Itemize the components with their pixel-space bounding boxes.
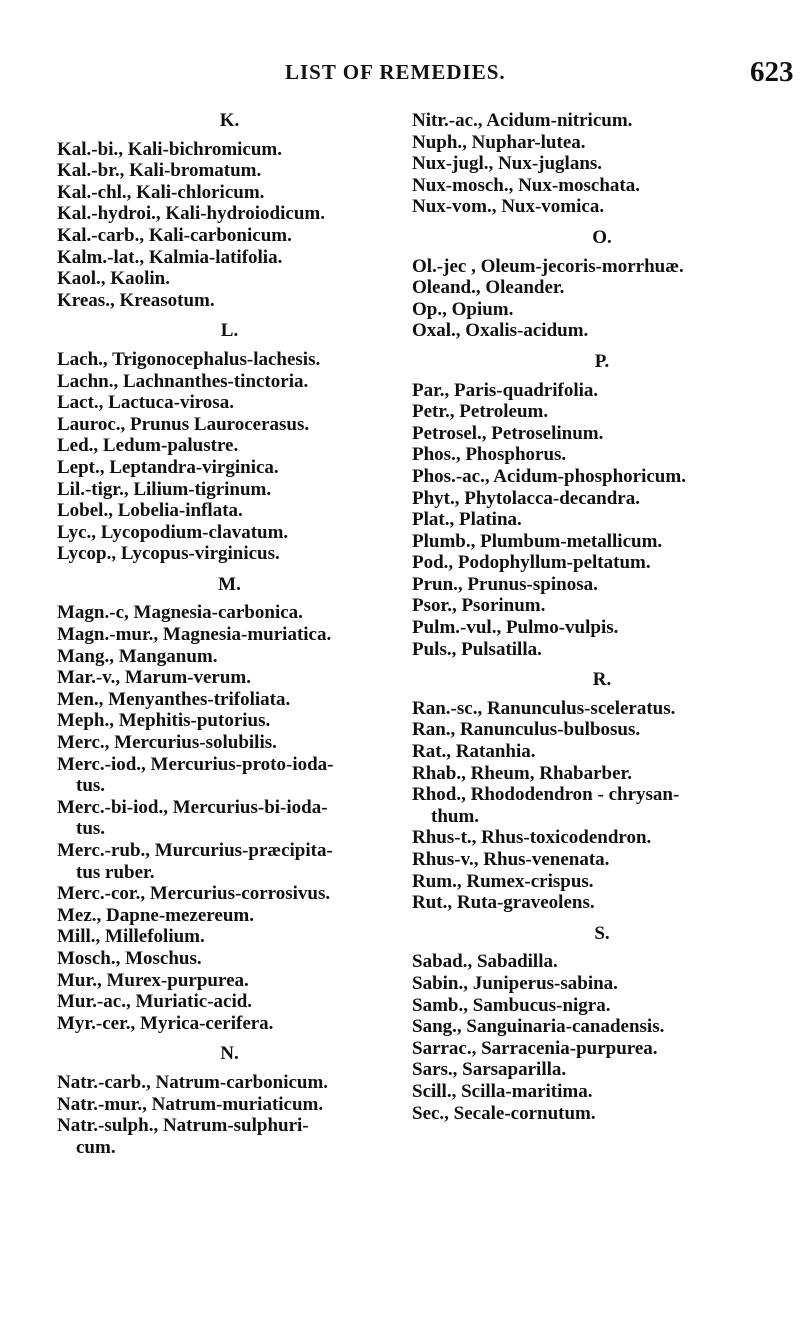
remedy-entry: Prun., Prunus-spinosa. xyxy=(412,573,598,595)
right-column xyxy=(412,110,792,1124)
remedy-entry: Mang., Manganum. xyxy=(57,645,218,667)
remedy-entry: Oxal., Oxalis-acidum. xyxy=(412,320,589,342)
section-m xyxy=(57,574,402,1034)
remedy-entry: Nux-jugl., Nux-juglans. xyxy=(412,153,603,175)
section-l xyxy=(57,320,402,565)
remedy-entry: Mur., Murex-purpurea. xyxy=(57,969,249,991)
remedy-entry: Sang., Sanguinaria-canadensis. xyxy=(412,1016,665,1038)
remedy-entry: Kal.-hydroi., Kali-hydroiodicum. xyxy=(57,203,325,225)
remedy-entry: Kal.-br., Kali-bromatum. xyxy=(57,160,262,182)
remedy-entry: Scill., Scilla-maritima. xyxy=(412,1080,593,1102)
remedy-entry: Merc.-bi-iod., Mercurius-bi-ioda- tus. xyxy=(57,796,328,840)
remedy-entry: Lach., Trigonocephalus-lachesis. xyxy=(57,348,321,370)
remedy-entry: Ran., Ranunculus-bulbosus. xyxy=(412,719,641,741)
section-letter: L. xyxy=(220,320,239,342)
remedy-entry: Natr.-carb., Natrum-carbonicum. xyxy=(57,1071,329,1093)
remedy-entry: Rum., Rumex-crispus. xyxy=(412,870,594,892)
remedy-entry: Men., Menyanthes-trifoliata. xyxy=(57,688,291,710)
remedy-entry: Kal.-carb., Kali-carbonicum. xyxy=(57,224,292,246)
remedy-entry: Natr.-mur., Natrum-muriaticum. xyxy=(57,1093,324,1115)
remedy-entry: Rhab., Rheum, Rhabarber. xyxy=(412,762,632,784)
section-letter: R. xyxy=(592,669,612,691)
section-n xyxy=(57,1043,402,1158)
remedy-entry: Rat., Ratanhia. xyxy=(412,741,536,763)
remedy-entry: Lycop., Lycopus-virginicus. xyxy=(57,543,280,565)
remedy-entry: Pulm.-vul., Pulmo-vulpis. xyxy=(412,617,619,639)
remedy-entry: Lept., Leptandra-virginica. xyxy=(57,456,279,478)
remedy-entry: Ol.-jec , Oleum-jecoris-morrhuæ. xyxy=(412,255,684,277)
remedy-entry: Kal.-bi., Kali-bichromicum. xyxy=(57,138,283,160)
remedy-entry: Rhod., Rhododendron - chrysan- thum. xyxy=(412,784,680,827)
remedy-entry: Pod., Podophyllum-peltatum. xyxy=(412,552,651,574)
remedy-entry: Nux-mosch., Nux-moschata. xyxy=(412,174,640,196)
remedy-entry: Rut., Ruta-graveolens. xyxy=(412,892,595,914)
remedy-entry: Sabad., Sabadilla. xyxy=(412,951,558,973)
remedy-entry: Sec., Secale-cornutum. xyxy=(412,1102,596,1124)
page-number: 623 xyxy=(750,56,794,88)
remedy-entry: Oleand., Oleander. xyxy=(412,277,565,299)
remedy-entry: Mur.-ac., Muriatic-acid. xyxy=(57,991,253,1013)
section-continued xyxy=(412,110,792,218)
remedy-entry: Merc.-cor., Mercurius-corrosivus. xyxy=(57,883,331,905)
remedy-entry: Op., Opium. xyxy=(412,298,514,320)
section-letter: P. xyxy=(594,350,610,372)
remedy-entry: Merc.-rub., Murcurius-præcipita- tus ruber. xyxy=(57,840,333,883)
remedy-entry: Nuph., Nuphar-lutea. xyxy=(412,131,586,153)
remedy-entry: Mez., Dapne-mezereum. xyxy=(57,904,254,926)
remedy-entry: Merc., Mercurius-solubilis. xyxy=(57,732,277,754)
remedy-entry: Merc.-iod., Mercurius-proto-ioda- tus. xyxy=(57,753,334,797)
remedy-entry: Samb., Sambucus-nigra. xyxy=(412,994,611,1016)
remedy-entry: Phos.-ac., Acidum-phosphoricum. xyxy=(412,465,686,487)
page-title: LIST OF REMEDIES. xyxy=(285,60,506,84)
remedy-entry: Lobel., Lobelia-inflata. xyxy=(57,500,243,522)
section-p xyxy=(412,351,792,660)
remedy-entry: Magn.-c, Magnesia-carbonica. xyxy=(57,602,303,624)
remedy-entry: Natr.-sulph., Natrum-sulphuri- cum. xyxy=(57,1115,309,1158)
remedy-entry: Rhus-t., Rhus-toxicodendron. xyxy=(412,827,652,849)
section-s xyxy=(412,923,792,1124)
remedy-entry: Lact., Lactuca-virosa. xyxy=(57,392,234,414)
remedy-entry: Meph., Mephitis-putorius. xyxy=(57,710,271,732)
remedy-entry: Lauroc., Prunus Laurocerasus. xyxy=(57,413,310,435)
running-head xyxy=(0,56,800,90)
remedy-entry: Sabin., Juniperus-sabina. xyxy=(412,972,618,994)
remedy-entry: Nux-vom., Nux-vomica. xyxy=(412,196,605,218)
section-letter: N. xyxy=(220,1043,239,1065)
remedy-entry: Kalm.-lat., Kalmia-latifolia. xyxy=(57,246,283,268)
section-letter: S. xyxy=(594,922,610,944)
remedy-entry: Nitr.-ac., Acidum-nitricum. xyxy=(412,110,633,131)
remedy-entry: Plumb., Plumbum-metallicum. xyxy=(412,530,663,552)
section-r xyxy=(412,669,792,914)
section-k xyxy=(57,110,402,311)
remedy-entry: Sarrac., Sarracenia-purpurea. xyxy=(412,1037,658,1059)
left-column xyxy=(57,110,402,1158)
remedy-entry: Myr.-cer., Myrica-cerifera. xyxy=(57,1012,274,1034)
remedy-entry: Kal.-chl., Kali-chloricum. xyxy=(57,181,265,203)
remedy-entry: Ran.-sc., Ranunculus-sceleratus. xyxy=(412,697,676,719)
remedy-entry: Magn.-mur., Magnesia-muriatica. xyxy=(57,624,332,646)
remedy-entry: Plat., Platina. xyxy=(412,509,522,531)
remedy-entry: Mosch., Moschus. xyxy=(57,947,202,969)
section-letter: O. xyxy=(592,226,612,248)
remedy-entry: Mar.-v., Marum-verum. xyxy=(57,667,251,689)
section-o xyxy=(412,227,792,342)
remedy-entry: Sars., Sarsaparilla. xyxy=(412,1059,567,1081)
remedy-entry: Lyc., Lycopodium-clavatum. xyxy=(57,521,289,543)
remedy-entry: Kreas., Kreasotum. xyxy=(57,289,215,311)
remedy-entry: Led., Ledum-palustre. xyxy=(57,435,239,457)
remedy-entry: Lil.-tigr., Lilium-tigrinum. xyxy=(57,478,272,500)
remedy-entry: Puls., Pulsatilla. xyxy=(412,638,542,660)
remedy-entry: Phos., Phosphorus. xyxy=(412,444,567,466)
remedy-entry: Kaol., Kaolin. xyxy=(57,268,170,290)
remedy-entry: Phyt., Phytolacca-decandra. xyxy=(412,487,640,509)
section-letter: M. xyxy=(218,573,241,595)
remedy-entry: Petrosel., Petroselinum. xyxy=(412,422,604,444)
remedy-entry: Lachn., Lachnanthes-tinctoria. xyxy=(57,370,309,392)
remedy-entry: Par., Paris-quadrifolia. xyxy=(412,379,599,401)
section-letter: K. xyxy=(219,110,240,131)
remedy-entry: Mill., Millefolium. xyxy=(57,926,205,948)
remedy-entry: Psor., Psorinum. xyxy=(412,595,546,617)
remedy-entry: Rhus-v., Rhus-venenata. xyxy=(412,849,610,870)
remedy-entry: Petr., Petroleum. xyxy=(412,401,549,423)
